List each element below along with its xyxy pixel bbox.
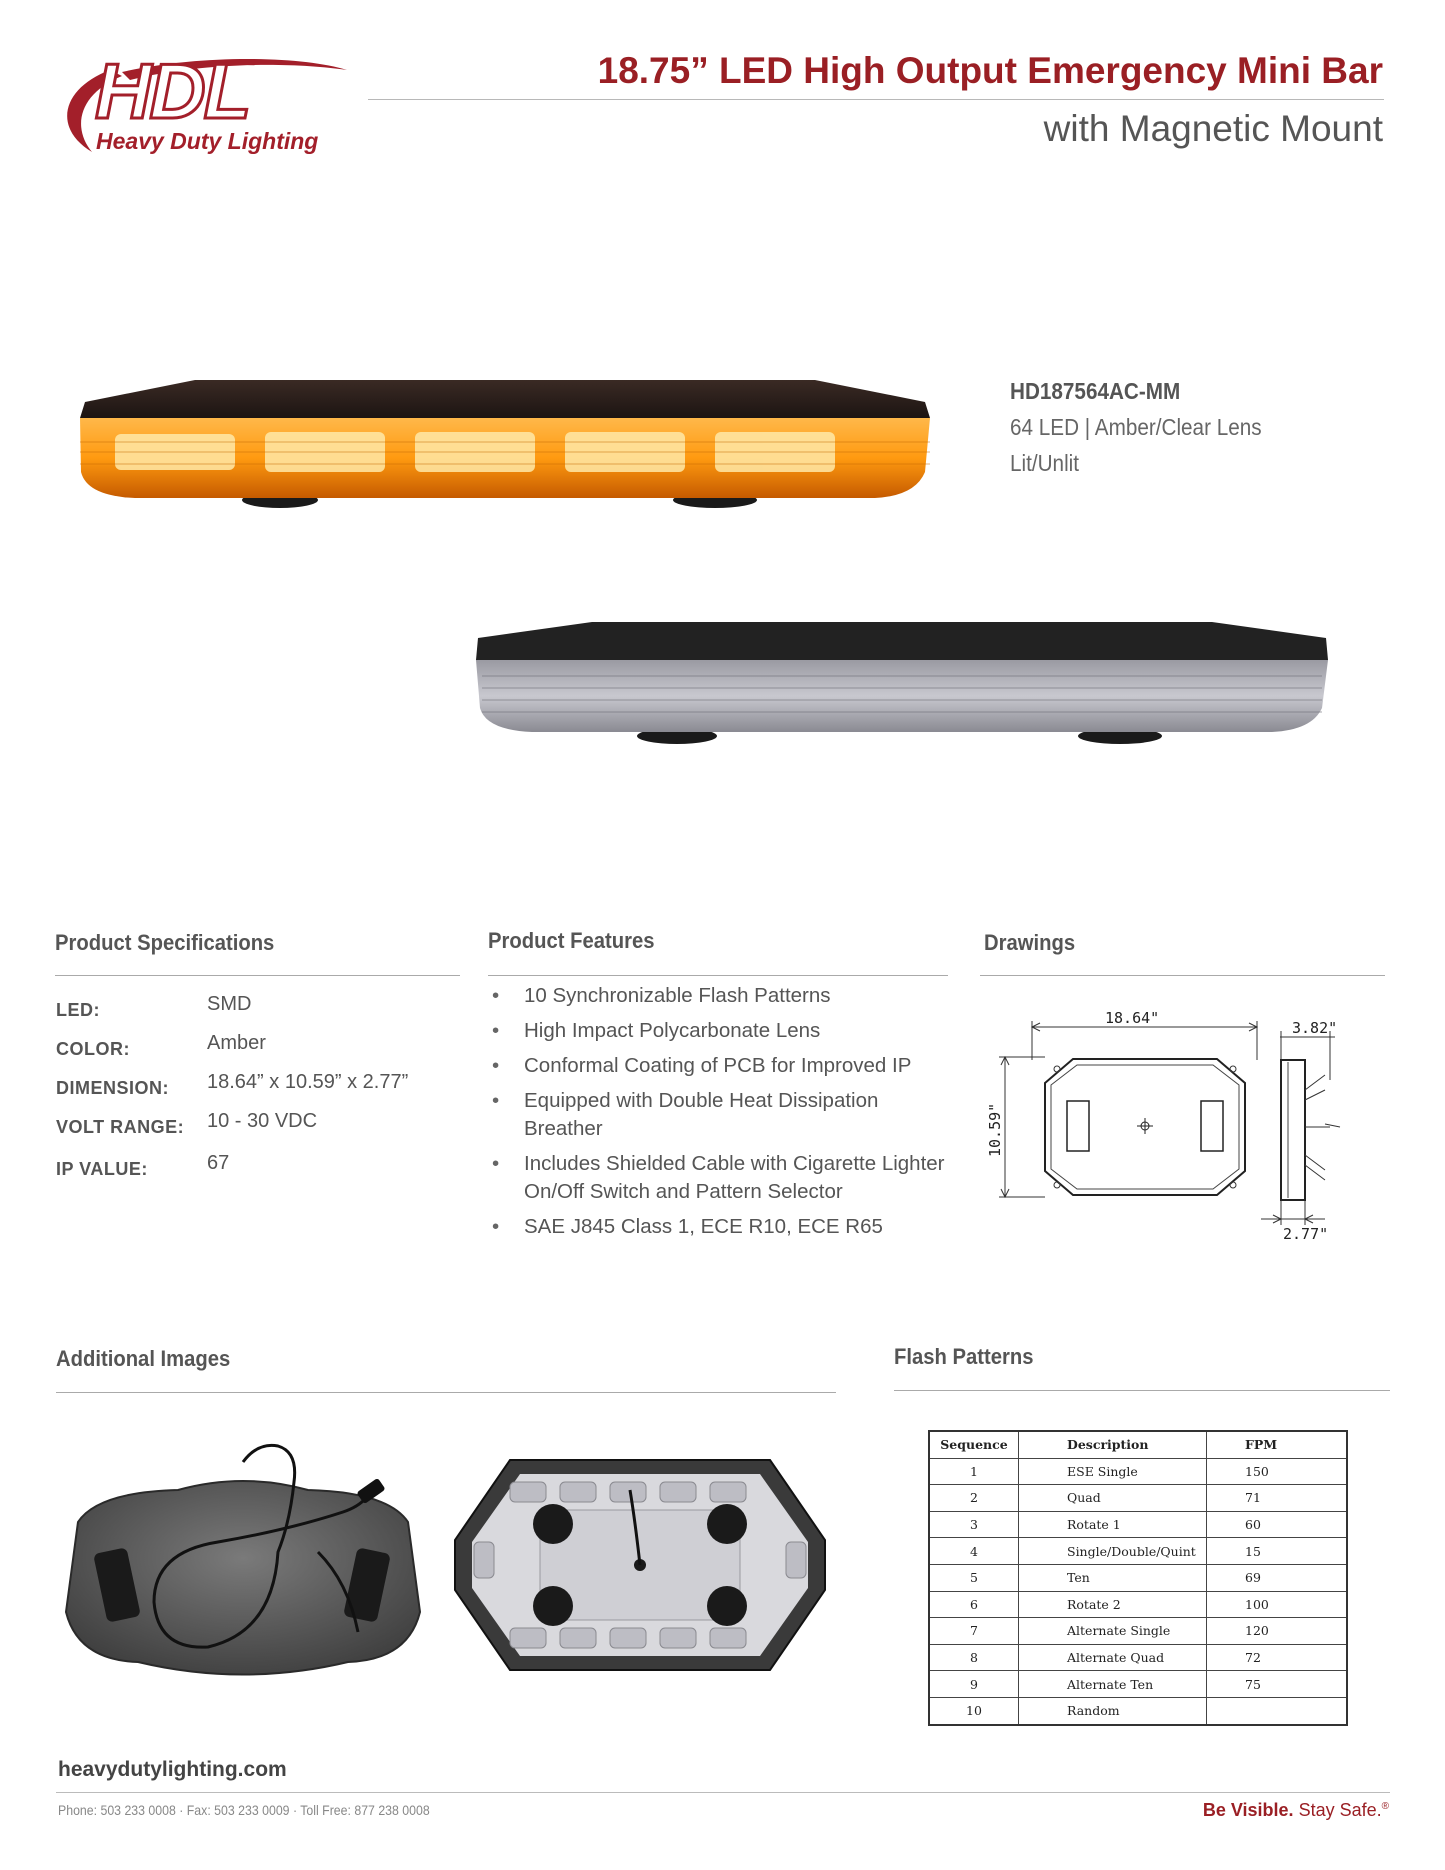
description-cell: Alternate Ten (1019, 1671, 1207, 1698)
sequence-cell: 5 (929, 1564, 1019, 1591)
table-row (929, 1458, 1347, 1485)
fpm-cell: 15 (1207, 1538, 1348, 1565)
table-row (929, 1511, 1347, 1538)
description-cell: Alternate Single (1019, 1618, 1207, 1645)
model-description: 64 LED | Amber/Clear Lens (1010, 414, 1262, 440)
spec-label-ip-value: IP VALUE: (56, 1159, 148, 1179)
spec-label-dimension: DIMENSION: (56, 1078, 169, 1098)
spec-value-dimension: 18.64” x 10.59” x 2.77” (207, 1071, 409, 1093)
sequence-cell: 4 (929, 1538, 1019, 1565)
additional-images-divider (56, 1392, 836, 1393)
dimension-drawing (985, 1005, 1385, 1250)
table-row (929, 1618, 1347, 1645)
additional-images-heading: Additional Images (56, 1346, 231, 1371)
spec-value-color: Amber (207, 1032, 266, 1054)
column-header-sequence: Sequence (929, 1431, 1019, 1458)
fpm-cell: 75 (1207, 1671, 1348, 1698)
flash-patterns-table (928, 1430, 1348, 1726)
sequence-cell: 10 (929, 1697, 1019, 1724)
logo-letters: HDL (95, 47, 250, 135)
fpm-cell: 72 (1207, 1644, 1348, 1671)
fpm-cell: 71 (1207, 1485, 1348, 1512)
table-row (929, 1564, 1347, 1591)
drawing-height-label: 10.59" (986, 1102, 1004, 1157)
sequence-cell: 2 (929, 1485, 1019, 1512)
slogan-rest: Stay Safe. (1298, 1800, 1382, 1820)
spec-label-color: COLOR: (56, 1039, 130, 1059)
table-row (929, 1697, 1347, 1724)
feature-item: • Includes Shielded Cable with Cigarette Lighter On/Off Switch and Pattern Selector (490, 1150, 960, 1206)
product-image-lit (75, 372, 935, 512)
page-title: 18.75” LED High Output Emergency Mini Bar (597, 50, 1383, 91)
sequence-cell: 3 (929, 1511, 1019, 1538)
fpm-cell: 100 (1207, 1591, 1348, 1618)
features-heading: Product Features (488, 928, 655, 953)
fpm-cell (1207, 1697, 1348, 1724)
title-divider (368, 99, 1384, 100)
logo-tagline: Heavy Duty Lighting (96, 128, 319, 154)
sequence-cell: 1 (929, 1458, 1019, 1485)
description-cell: Ten (1019, 1564, 1207, 1591)
column-header-fpm: FPM (1207, 1431, 1348, 1458)
description-cell: Random (1019, 1697, 1207, 1724)
drawings-divider (980, 975, 1385, 976)
fpm-cell: 150 (1207, 1458, 1348, 1485)
table-row (929, 1485, 1347, 1512)
product-image-unlit (472, 616, 1332, 748)
table-row (929, 1591, 1347, 1618)
image-interior-view (450, 1430, 830, 1692)
flash-patterns-heading: Flash Patterns (894, 1344, 1034, 1369)
slogan (1203, 1800, 1389, 1821)
slogan-bold: Be Visible. (1202, 1800, 1294, 1820)
description-cell: Rotate 1 (1019, 1511, 1207, 1538)
spec-label-led: LED: (56, 1000, 100, 1020)
model-number: HD187564AC-MM (1010, 378, 1181, 404)
spec-value-led: SMD (207, 993, 252, 1015)
spec-value-volt-range: 10 - 30 VDC (207, 1110, 318, 1132)
image-bottom-view (58, 1432, 428, 1692)
table-row (929, 1644, 1347, 1671)
model-state: Lit/Unlit (1010, 450, 1080, 476)
description-cell: Alternate Quad (1019, 1644, 1207, 1671)
drawing-side-bottom-label: 2.77" (1283, 1225, 1329, 1243)
website-link[interactable]: heavydutylighting.com (58, 1758, 287, 1781)
description-cell: Single/Double/Quint (1019, 1538, 1207, 1565)
description-cell: Rotate 2 (1019, 1591, 1207, 1618)
description-cell: Quad (1019, 1485, 1207, 1512)
sequence-cell: 8 (929, 1644, 1019, 1671)
feature-item: • High Impact Polycarbonate Lens (490, 1017, 960, 1045)
drawing-side-top-label: 3.82" (1292, 1019, 1338, 1037)
page-subtitle: with Magnetic Mount (1043, 108, 1383, 149)
feature-item: • SAE J845 Class 1, ECE R10, ECE R65 (490, 1213, 960, 1241)
table-row (929, 1538, 1347, 1565)
table-header-row (929, 1431, 1347, 1458)
contact-info: Phone: 503 233 0008 · Fax: 503 233 0009 · Toll Free: 877 238 0008 (58, 1802, 430, 1818)
sequence-cell: 9 (929, 1671, 1019, 1698)
specifications-divider (55, 975, 460, 976)
specifications-heading: Product Specifications (55, 930, 275, 955)
table-row (929, 1671, 1347, 1698)
drawings-heading: Drawings (984, 930, 1076, 955)
fpm-cell: 120 (1207, 1618, 1348, 1645)
feature-item: • 10 Synchronizable Flash Patterns (490, 982, 960, 1010)
sequence-cell: 6 (929, 1591, 1019, 1618)
fpm-cell: 60 (1207, 1511, 1348, 1538)
flash-patterns-divider (894, 1390, 1390, 1391)
registered-mark: ® (1381, 1801, 1389, 1812)
footer-divider (56, 1792, 1390, 1793)
spec-value-ip-value: 67 (207, 1152, 230, 1174)
sequence-cell: 7 (929, 1618, 1019, 1645)
feature-item: • Conformal Coating of PCB for Improved IP (490, 1052, 960, 1080)
drawing-width-label: 18.64" (1105, 1009, 1160, 1027)
fpm-cell: 69 (1207, 1564, 1348, 1591)
features-list (490, 982, 960, 1248)
features-divider (488, 975, 948, 976)
description-cell: ESE Single (1019, 1458, 1207, 1485)
feature-item: • Equipped with Double Heat Dissipation Breather (490, 1087, 960, 1143)
column-header-description: Description (1019, 1431, 1207, 1458)
spec-label-volt-range: VOLT RANGE: (56, 1117, 185, 1137)
